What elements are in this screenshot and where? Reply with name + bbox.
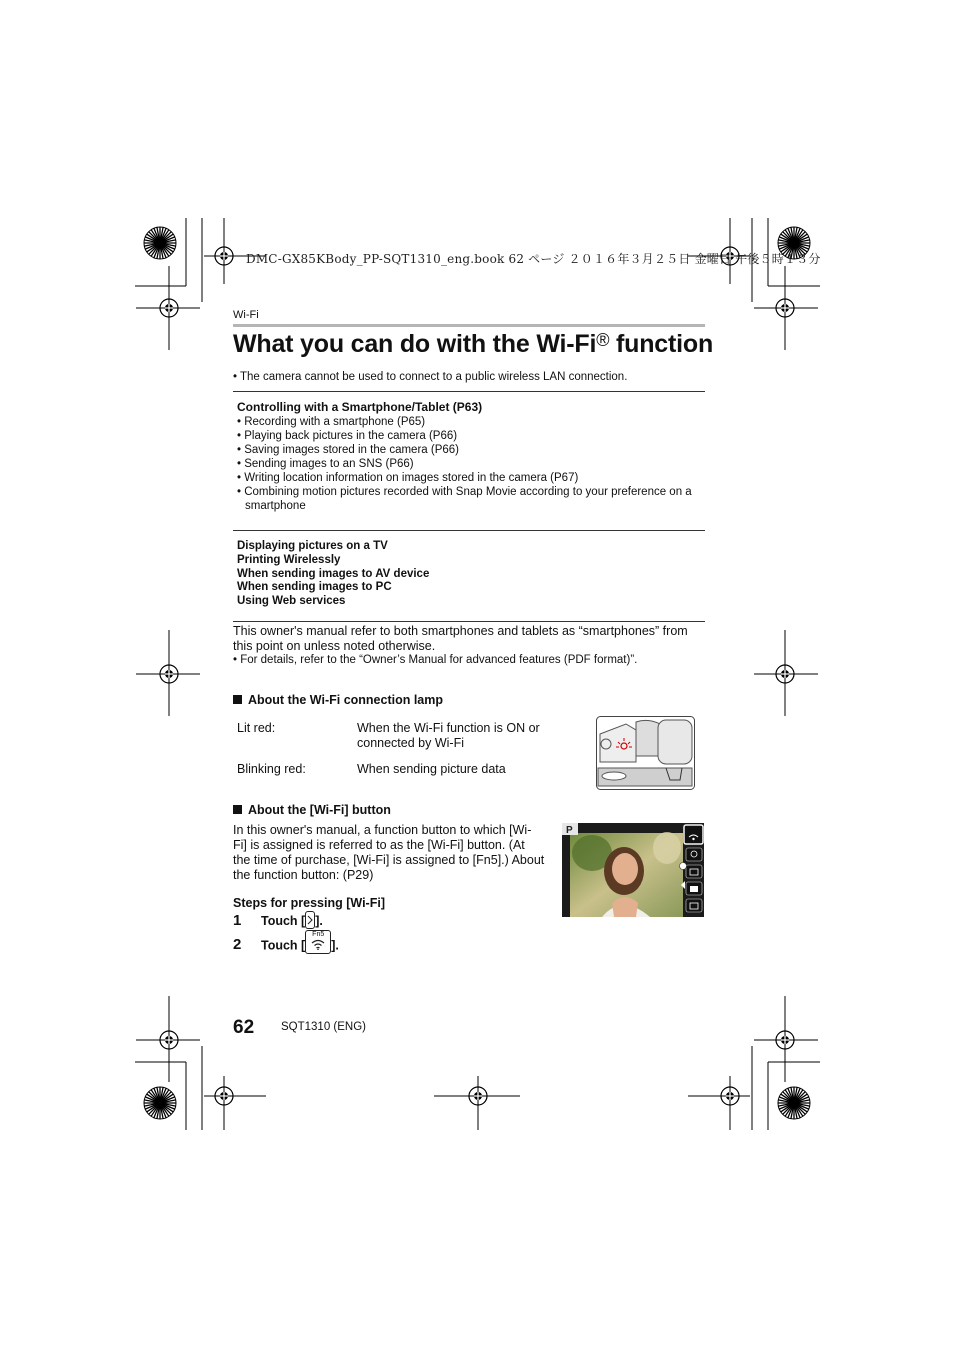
title-tail: function — [609, 330, 714, 358]
owner-note-bullet: • For details, refer to the “Owner’s Manual for advanced features (PDF format)”. — [233, 654, 638, 666]
step-prefix: Touch [ — [261, 938, 306, 953]
lcd-mode-label: P — [566, 825, 573, 836]
step-suffix: ]. — [331, 938, 339, 953]
divider-top — [233, 391, 705, 392]
section-label: Wi-Fi — [233, 309, 259, 321]
list-item: When sending images to AV device — [237, 567, 430, 580]
owner-note-text: This owner's manual refer to both smartphones and tablets as “smartphones” from this point on unless noted otherwise. — [233, 624, 688, 653]
smartphone-feature-list — [237, 415, 705, 513]
list-item: • Playing back pictures in the camera (P66) — [237, 430, 458, 442]
lcd-scene — [562, 823, 704, 917]
step-number: 1 — [233, 912, 242, 929]
page-title — [233, 330, 713, 359]
camera-lcd-screenshot — [562, 823, 704, 917]
lamp-meaning-1: When the Wi-Fi function is ON or connected by Wi-Fi — [357, 721, 540, 750]
list-item: Using Web services — [237, 595, 346, 608]
list-item: • Combining motion pictures recorded with Snap Movie according to your preference on a smartphone — [237, 486, 692, 512]
intro-note: • The camera cannot be used to connect to a public wireless LAN connection. — [233, 371, 628, 383]
button-heading — [233, 803, 391, 817]
list-item: • Recording with a smartphone (P65) — [237, 416, 426, 428]
lamp-meaning-2: When sending picture data — [357, 762, 506, 776]
list-item: Printing Wirelessly — [237, 553, 341, 566]
camera-lamp-illustration — [596, 716, 695, 790]
lamp-state-1: Lit red: — [237, 721, 276, 735]
list-item: Displaying pictures on a TV — [237, 540, 388, 552]
step-number: 2 — [233, 936, 242, 954]
divider-bottom — [233, 621, 705, 622]
divider-middle — [233, 530, 705, 531]
list-item: • Writing location information on images stored in the camera (P67) — [237, 472, 579, 484]
square-bullet-icon — [233, 695, 242, 704]
document-code: SQT1310 (ENG) — [281, 1021, 366, 1033]
smartphone-box-title: Controlling with a Smartphone/Tablet (P63) — [237, 400, 483, 414]
list-item: When sending images to PC — [237, 581, 392, 594]
fn-tab-icon[interactable] — [305, 911, 315, 929]
title-main: What you can do with the Wi-Fi — [233, 330, 597, 358]
page-number: 62 — [233, 1017, 255, 1038]
lamp-state-2: Blinking red: — [237, 762, 306, 776]
step-2 — [233, 931, 339, 958]
registered-mark: ® — [596, 330, 610, 350]
square-bullet-icon — [233, 805, 242, 814]
list-item: • Saving images stored in the camera (P66) — [237, 444, 459, 456]
step-prefix: Touch [ — [261, 914, 306, 928]
lamp-heading-text: About the Wi-Fi connection lamp — [248, 693, 444, 707]
title-rule — [233, 324, 705, 327]
wifi-icon — [311, 939, 325, 950]
fn5-label: Fn5 — [312, 931, 325, 938]
lamp-heading — [233, 693, 443, 707]
steps-list — [233, 912, 433, 962]
list-item: • Sending images to an SNS (P66) — [237, 458, 414, 470]
wifi-fn5-icon[interactable] — [305, 930, 331, 954]
step-1 — [233, 912, 323, 931]
button-heading-text: About the [Wi-Fi] button — [248, 803, 391, 817]
button-paragraph: In this owner's manual, a function button to which [Wi-Fi] is assigned is referred to as the [Wi-Fi] button. (At the time of purchase, [Wi-Fi] is assigned to [Fn5].) About the function button: (P29) — [233, 823, 545, 882]
other-functions-list — [237, 540, 429, 609]
step-suffix: ]. — [315, 914, 323, 928]
file-header: DMC-GX85KBody_PP-SQT1310_eng.book 62 ページ ２０１６年３月２５日 金曜日 午後５時１３分 — [246, 252, 821, 266]
steps-heading: Steps for pressing [Wi-Fi] — [233, 896, 385, 910]
